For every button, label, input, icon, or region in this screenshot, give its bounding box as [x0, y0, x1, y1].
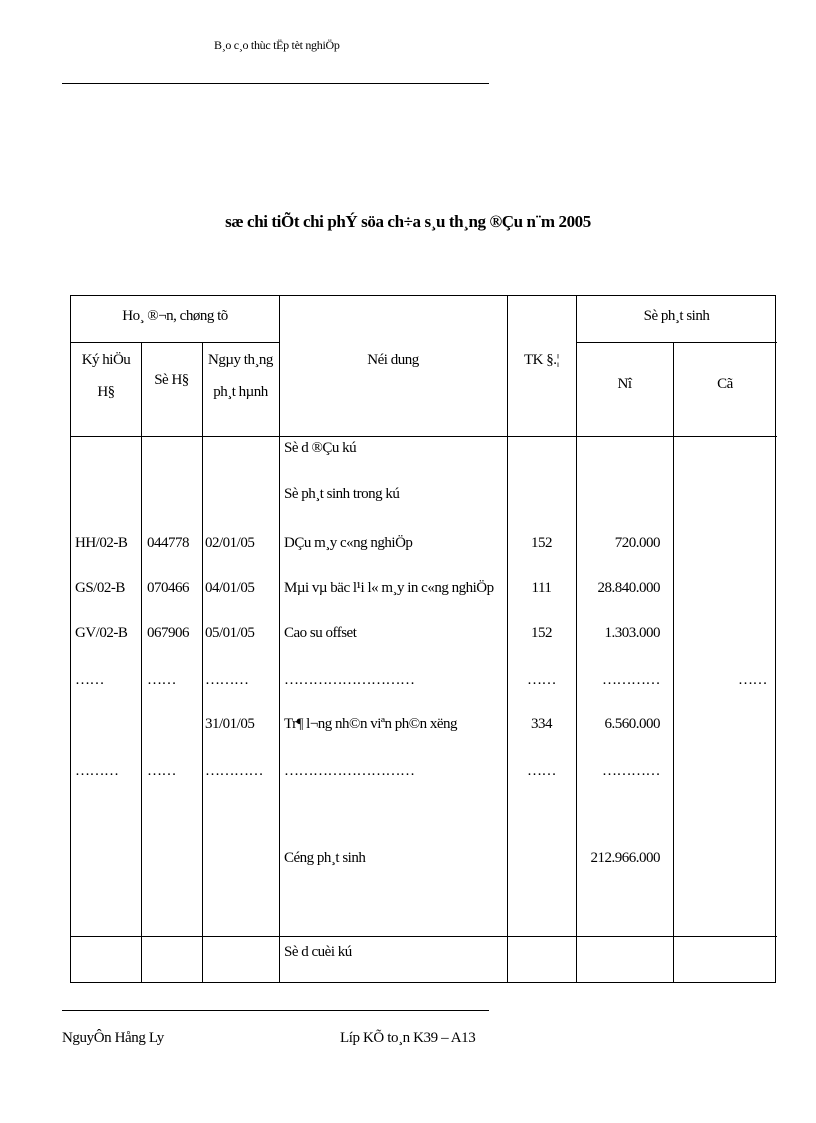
row-content: ………………………: [284, 763, 415, 779]
row-divider: [71, 342, 279, 343]
row-debit: 6.560.000: [604, 716, 660, 732]
header-credit: Cã: [717, 376, 733, 392]
row-content: Tr¶ l¬ng nh©n viªn ph©n xëng: [284, 716, 458, 732]
header-number: Sè H§: [154, 372, 189, 388]
footer-rule: [62, 1010, 489, 1011]
row-account: ……: [527, 672, 556, 688]
row-debit: 1.303.000: [604, 625, 660, 641]
row-debit: 720.000: [614, 535, 660, 551]
header-date-line1: Ngµy th¸ng: [208, 352, 273, 368]
row-symbol: HH/02-B: [75, 535, 128, 551]
document-title: sæ chi tiÕt chi phÝ söa ch÷a s¸u th¸ng ®Çu n¨m 2005: [225, 212, 591, 231]
row-date: …………: [205, 763, 263, 779]
col-divider: [279, 296, 280, 982]
row-content: Cao su offset: [284, 625, 357, 641]
header-account: TK §.¦: [524, 352, 559, 368]
row-divider: [576, 342, 777, 343]
row-date: 31/01/05: [205, 716, 255, 732]
header-debit: Nî: [617, 376, 632, 392]
row-content: Mµi vµ bäc l¹i l« m¸y in c«ng nghiÖp: [284, 580, 494, 596]
closing-balance-label: Sè d cuèi kú: [284, 944, 352, 960]
row-account: 111: [531, 580, 552, 596]
row-date: 05/01/05: [205, 625, 255, 641]
row-credit: ……: [738, 672, 767, 688]
row-symbol: GS/02-B: [75, 580, 125, 596]
row-debit: 28.840.000: [597, 580, 660, 596]
row-divider: [71, 436, 777, 437]
row-account: 152: [531, 535, 552, 551]
col-divider: [141, 343, 142, 982]
ledger-table: [70, 295, 776, 983]
row-divider: [71, 936, 777, 937]
row-symbol: ……: [75, 672, 104, 688]
row-symbol: GV/02-B: [75, 625, 128, 641]
page-header: B¸o c¸o thùc tËp tèt nghiÖp: [214, 38, 340, 52]
row-symbol: ………: [75, 763, 119, 779]
opening-balance-label: Sè d ®Çu kú: [284, 440, 357, 456]
row-debit: …………: [602, 672, 660, 688]
header-date-line2: ph¸t hµnh: [213, 384, 268, 400]
row-content: DÇu m¸y c«ng nghiÖp: [284, 535, 413, 551]
total-debit: 212.966.000: [590, 850, 660, 866]
footer-class: Líp KÕ to¸n K39 – A13: [340, 1030, 476, 1046]
row-number: ……: [147, 763, 176, 779]
row-content: ………………………: [284, 672, 415, 688]
col-divider: [673, 343, 674, 982]
row-number: 044778: [147, 535, 189, 551]
row-number: 067906: [147, 625, 189, 641]
row-account: ……: [527, 763, 556, 779]
row-date: ………: [205, 672, 249, 688]
header-rule: [62, 83, 489, 84]
row-date: 04/01/05: [205, 580, 255, 596]
row-debit: …………: [602, 763, 660, 779]
header-content: Néi dung: [367, 352, 419, 368]
col-divider: [202, 343, 203, 982]
header-symbol-line2: H§: [97, 384, 115, 400]
arising-in-period-label: Sè ph¸t sinh trong kú: [284, 486, 400, 502]
footer-author: NguyÔn Hång Ly: [62, 1030, 164, 1046]
row-account: 152: [531, 625, 552, 641]
header-invoice-group: Ho¸ ®¬n, chøng tõ: [122, 308, 228, 324]
header-arising-group: Sè ph¸t sinh: [643, 308, 710, 324]
row-date: 02/01/05: [205, 535, 255, 551]
header-symbol-line1: Ký hiÖu: [81, 352, 131, 368]
row-number: ……: [147, 672, 176, 688]
row-account: 334: [531, 716, 552, 732]
total-arising-label: Céng ph¸t sinh: [284, 850, 366, 866]
row-number: 070466: [147, 580, 189, 596]
